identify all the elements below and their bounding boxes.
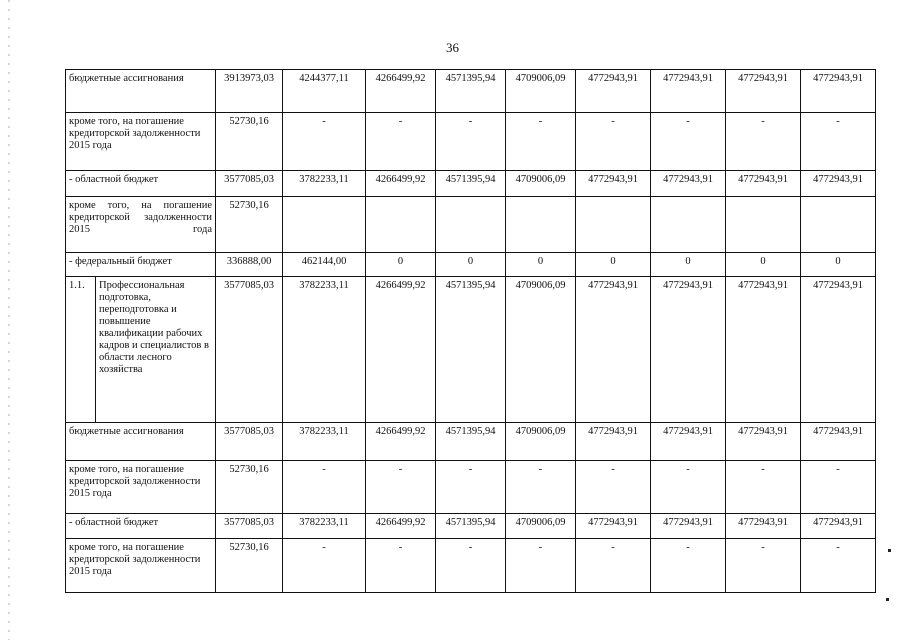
value-cell: [283, 197, 366, 253]
value-cell: 4772943,91: [801, 514, 876, 539]
table-row: [66, 197, 876, 253]
value-cell: 4772943,91: [726, 423, 801, 461]
value-cell: -: [726, 539, 801, 593]
value-cell: 0: [436, 253, 506, 277]
value-cell: [576, 197, 651, 253]
value-cell: 336888,00: [216, 253, 283, 277]
value-cell: 4772943,91: [576, 171, 651, 197]
value-cell: 3782233,11: [283, 277, 366, 423]
value-cell: 52730,16: [216, 113, 283, 171]
row-label: кроме того, на погашение кредиторской задолженности 2015 года: [66, 113, 216, 171]
row-label: Профессиональная подготовка, переподготовка и повышение квалификации рабочих кадров и специалистов в области лесного хозяйства: [96, 277, 216, 423]
value-cell: 4709006,09: [506, 70, 576, 113]
table-row: [66, 171, 876, 197]
value-cell: -: [436, 461, 506, 514]
row-label: - областной бюджет: [66, 171, 216, 197]
value-cell: 0: [506, 253, 576, 277]
value-cell: 4709006,09: [506, 277, 576, 423]
value-cell: 52730,16: [216, 197, 283, 253]
value-cell: [801, 197, 876, 253]
value-cell: 4709006,09: [506, 171, 576, 197]
value-cell: -: [366, 461, 436, 514]
row-label: кроме того, на погашение кредиторской задолженности 2015 года: [66, 197, 216, 253]
value-cell: 4772943,91: [726, 70, 801, 113]
value-cell: [506, 197, 576, 253]
value-cell: 4709006,09: [506, 423, 576, 461]
value-cell: -: [651, 461, 726, 514]
row-label: бюджетные ассигнования: [66, 70, 216, 113]
value-cell: -: [801, 113, 876, 171]
value-cell: 4772943,91: [576, 277, 651, 423]
value-cell: 4244377,11: [283, 70, 366, 113]
value-cell: 52730,16: [216, 539, 283, 593]
value-cell: 3782233,11: [283, 171, 366, 197]
value-cell: 4772943,91: [726, 171, 801, 197]
value-cell: 52730,16: [216, 461, 283, 514]
value-cell: -: [436, 539, 506, 593]
value-cell: 4772943,91: [576, 423, 651, 461]
value-cell: -: [366, 113, 436, 171]
value-cell: 4266499,92: [366, 277, 436, 423]
table-row: [66, 461, 876, 514]
table-row: [66, 514, 876, 539]
value-cell: 4266499,92: [366, 171, 436, 197]
row-label: - федеральный бюджет: [66, 253, 216, 277]
value-cell: -: [283, 539, 366, 593]
value-cell: 4772943,91: [726, 277, 801, 423]
value-cell: 4772943,91: [651, 70, 726, 113]
row-label: бюджетные ассигнования: [66, 423, 216, 461]
value-cell: 4772943,91: [651, 171, 726, 197]
value-cell: -: [651, 113, 726, 171]
value-cell: 4772943,91: [651, 423, 726, 461]
value-cell: 0: [726, 253, 801, 277]
table-row: [66, 113, 876, 171]
value-cell: 4571395,94: [436, 514, 506, 539]
value-cell: 3782233,11: [283, 514, 366, 539]
value-cell: [726, 197, 801, 253]
value-cell: -: [801, 461, 876, 514]
value-cell: 4709006,09: [506, 514, 576, 539]
value-cell: -: [726, 113, 801, 171]
value-cell: 3782233,11: [283, 423, 366, 461]
value-cell: 3577085,03: [216, 423, 283, 461]
value-cell: 3913973,03: [216, 70, 283, 113]
value-cell: 4772943,91: [726, 514, 801, 539]
value-cell: 3577085,03: [216, 277, 283, 423]
scan-edge-marks: [8, 0, 10, 640]
value-cell: -: [651, 539, 726, 593]
value-cell: 0: [651, 253, 726, 277]
value-cell: 4772943,91: [576, 70, 651, 113]
value-cell: -: [576, 539, 651, 593]
value-cell: -: [366, 539, 436, 593]
value-cell: 0: [576, 253, 651, 277]
table-row: [66, 253, 876, 277]
table-row: [66, 277, 876, 423]
value-cell: 4266499,92: [366, 423, 436, 461]
budget-table: [65, 69, 876, 593]
value-cell: 4772943,91: [801, 277, 876, 423]
value-cell: -: [576, 113, 651, 171]
value-cell: -: [576, 461, 651, 514]
value-cell: 4772943,91: [801, 70, 876, 113]
value-cell: 4772943,91: [651, 514, 726, 539]
value-cell: -: [283, 113, 366, 171]
value-cell: 4571395,94: [436, 277, 506, 423]
table-row: [66, 423, 876, 461]
table-row: [66, 70, 876, 113]
row-label: кроме того, на погашение кредиторской задолженности 2015 года: [66, 539, 216, 593]
value-cell: [366, 197, 436, 253]
value-cell: 4266499,92: [366, 514, 436, 539]
value-cell: -: [801, 539, 876, 593]
row-label: - областной бюджет: [66, 514, 216, 539]
value-cell: -: [506, 539, 576, 593]
value-cell: [436, 197, 506, 253]
value-cell: 4772943,91: [576, 514, 651, 539]
value-cell: -: [506, 113, 576, 171]
value-cell: 4571395,94: [436, 70, 506, 113]
value-cell: 4571395,94: [436, 423, 506, 461]
row-label: кроме того, на погашение кредиторской задолженности 2015 года: [66, 461, 216, 514]
value-cell: 4772943,91: [651, 277, 726, 423]
value-cell: 4571395,94: [436, 171, 506, 197]
value-cell: 0: [366, 253, 436, 277]
value-cell: -: [726, 461, 801, 514]
scan-artifact: [886, 598, 889, 601]
value-cell: 4772943,91: [801, 423, 876, 461]
page-number: 36: [446, 40, 459, 55]
table-row: [66, 539, 876, 593]
value-cell: 0: [801, 253, 876, 277]
value-cell: -: [436, 113, 506, 171]
item-index: 1.1.: [66, 277, 96, 423]
value-cell: 3577085,03: [216, 514, 283, 539]
value-cell: [651, 197, 726, 253]
value-cell: 4772943,91: [801, 171, 876, 197]
scan-artifact: [888, 549, 891, 552]
value-cell: -: [283, 461, 366, 514]
value-cell: 462144,00: [283, 253, 366, 277]
value-cell: -: [506, 461, 576, 514]
value-cell: 4266499,92: [366, 70, 436, 113]
value-cell: 3577085,03: [216, 171, 283, 197]
